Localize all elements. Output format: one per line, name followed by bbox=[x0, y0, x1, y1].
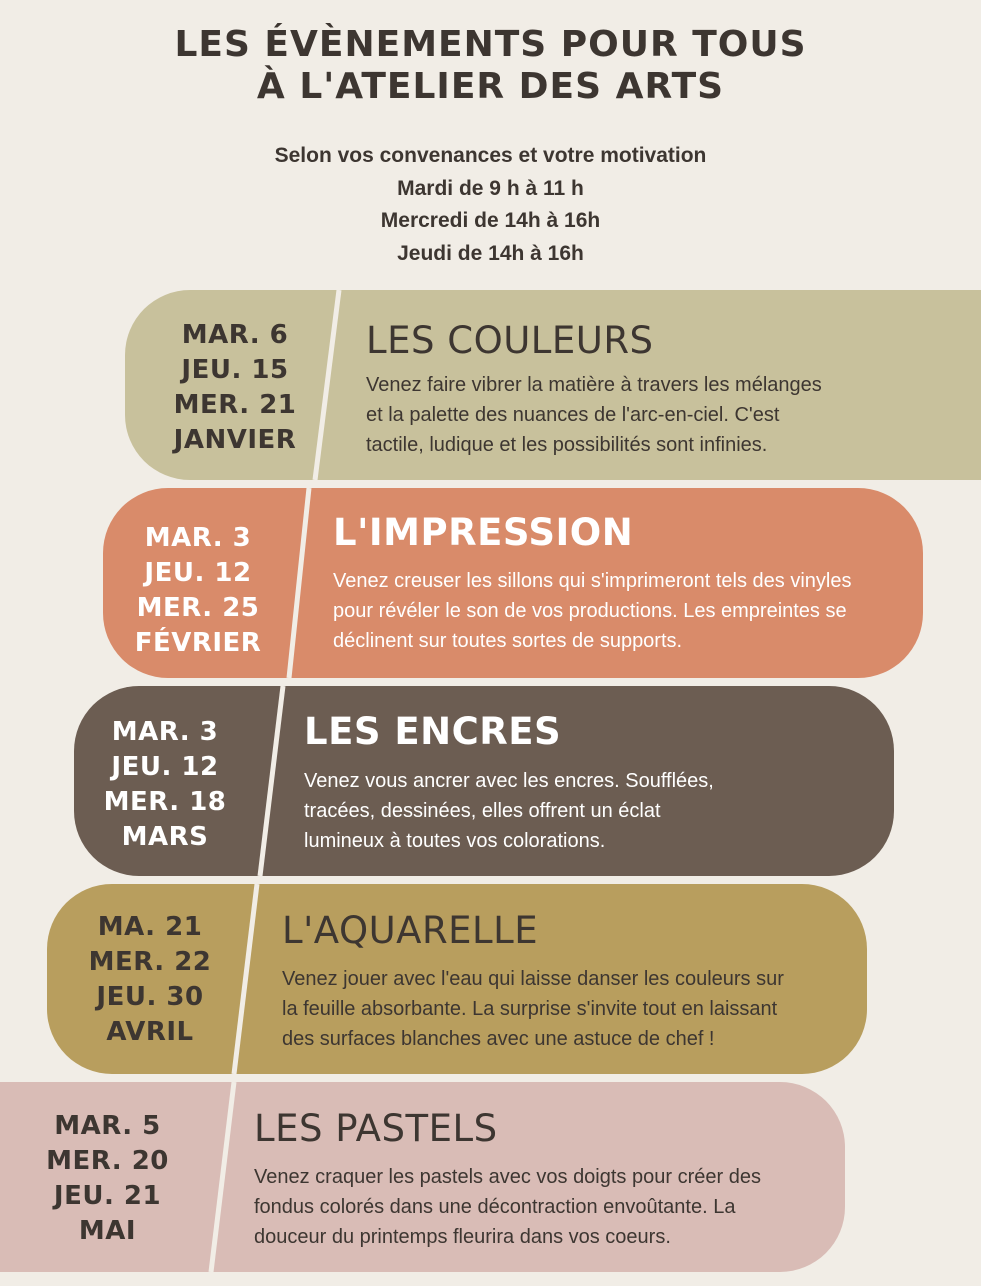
event-dates-encres bbox=[90, 715, 240, 855]
month-label: MAI bbox=[78, 1216, 137, 1246]
schedule-info bbox=[0, 140, 981, 270]
date-line: MER. 21 bbox=[173, 390, 297, 420]
event-dates-couleurs bbox=[150, 318, 320, 458]
date-line: MAR. 5 bbox=[54, 1111, 161, 1141]
month-label: AVRIL bbox=[106, 1017, 194, 1047]
title-line-2: À L'ATELIER DES ARTS bbox=[256, 66, 725, 107]
event-description-pastels: Venez craquer les pastels avec vos doigts pour créer des fondus colorés dans une décontraction envoûtante. La douceur du printemps fleurira dans vos coeurs. bbox=[254, 1166, 761, 1248]
date-line: MER. 18 bbox=[103, 787, 227, 817]
date-line: MAR. 3 bbox=[144, 523, 252, 553]
event-card-aquarelle bbox=[0, 884, 981, 1076]
date-line: MER. 25 bbox=[136, 593, 260, 623]
event-title-encres: LES ENCRES bbox=[304, 710, 562, 753]
date-line: MAR. 6 bbox=[181, 320, 289, 350]
date-line: JEU. 15 bbox=[181, 355, 289, 385]
schedule-thursday: Jeudi de 14h à 16h bbox=[397, 241, 584, 265]
date-line: MAR. 3 bbox=[111, 717, 219, 747]
page-title bbox=[0, 24, 981, 108]
month-label: FÉVRIER bbox=[134, 628, 262, 658]
event-dates-aquarelle bbox=[65, 910, 235, 1050]
schedule-intro: Selon vos convenances et votre motivation bbox=[274, 144, 707, 167]
month-label: JANVIER bbox=[173, 425, 297, 455]
event-description-aquarelle: Venez jouer avec l'eau qui laisse danser les couleurs sur la feuille absorbante. La surprise s'invite tout en laissant des surfaces blanches avec une astuce de chef ! bbox=[282, 968, 784, 1050]
month-label: MARS bbox=[121, 822, 209, 852]
event-dates-impression bbox=[118, 521, 278, 661]
date-line: MER. 22 bbox=[88, 947, 212, 977]
event-title-pastels: LES PASTELS bbox=[254, 1107, 498, 1150]
event-card-impression bbox=[0, 488, 981, 680]
event-card-couleurs bbox=[0, 290, 981, 482]
event-description-couleurs: Venez faire vibrer la matière à travers les mélanges et la palette des nuances de l'arc-en-ciel. C'est tactile, ludique et les possibilités sont infinies. bbox=[366, 374, 822, 456]
event-title-aquarelle: L'AQUARELLE bbox=[282, 909, 539, 952]
event-title-impression: L'IMPRESSION bbox=[333, 511, 634, 554]
date-line: JEU. 30 bbox=[96, 982, 204, 1012]
date-line: JEU. 12 bbox=[144, 558, 252, 588]
date-line: MA. 21 bbox=[97, 912, 203, 942]
event-description-impression: Venez creuser les sillons qui s'imprimeront tels des vinyles pour révéler le son de vos productions. Les empreintes se déclinent sur toutes sortes de supports. bbox=[333, 570, 852, 652]
event-description-encres: Venez vous ancrer avec les encres. Soufflées, tracées, dessinées, elles offrent un éclat lumineux à toutes vos colorations. bbox=[304, 770, 714, 852]
date-line: JEU. 12 bbox=[111, 752, 219, 782]
date-line: MER. 20 bbox=[46, 1146, 169, 1176]
event-dates-pastels bbox=[20, 1109, 195, 1249]
schedule-wednesday: Mercredi de 14h à 16h bbox=[380, 209, 601, 232]
event-title-couleurs: LES COULEURS bbox=[366, 319, 654, 362]
schedule-tuesday: Mardi de 9 h à 11 h bbox=[397, 176, 584, 200]
date-line: JEU. 21 bbox=[53, 1181, 162, 1211]
title-line-1: LES ÉVÈNEMENTS POUR TOUS bbox=[174, 24, 807, 65]
event-card-pastels bbox=[0, 1082, 981, 1274]
event-card-encres bbox=[0, 686, 981, 878]
